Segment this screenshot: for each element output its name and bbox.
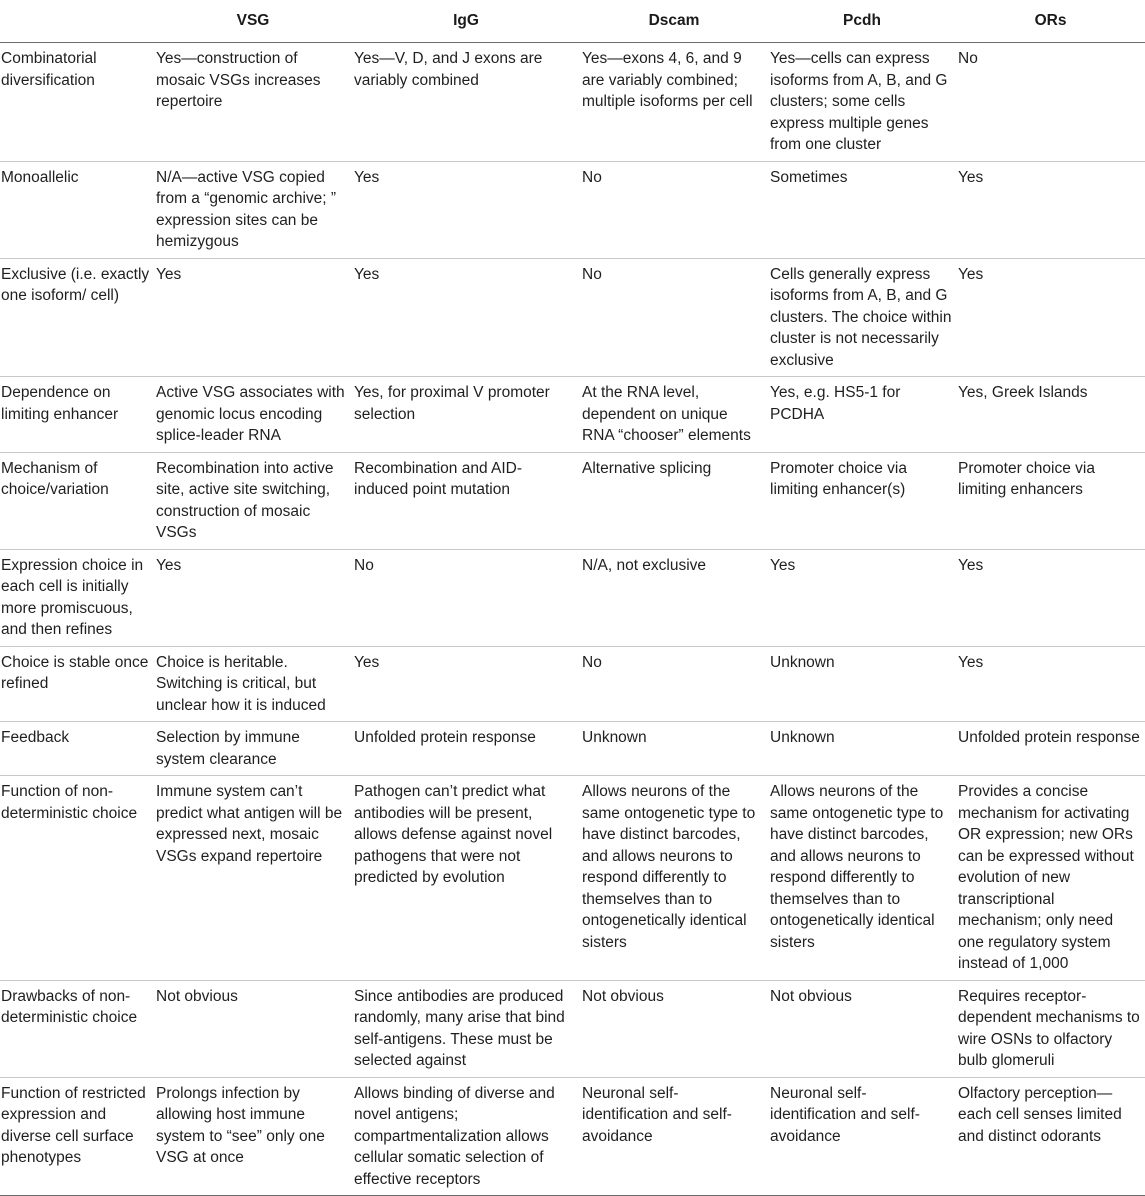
table-cell: Yes, Greek Islands — [956, 377, 1145, 453]
header-cell-pcdh: Pcdh — [768, 0, 956, 43]
row-header-cell: Monoallelic — [0, 161, 154, 258]
table-row — [0, 161, 1145, 258]
table-row — [0, 43, 1145, 162]
table-cell: Promoter choice via limiting enhancers — [956, 452, 1145, 549]
row-header-cell: Mechanism of choice/variation — [0, 452, 154, 549]
table-cell: Yes — [154, 258, 352, 377]
table-cell: Yes—construction of mosaic VSGs increases repertoire — [154, 43, 352, 162]
row-header-cell: Drawbacks of non-deterministic choice — [0, 980, 154, 1077]
table-cell: Unfolded protein response — [352, 722, 580, 776]
table-cell: No — [580, 258, 768, 377]
row-header-cell: Feedback — [0, 722, 154, 776]
header-cell-dscam: Dscam — [580, 0, 768, 43]
header-cell-igg: IgG — [352, 0, 580, 43]
table-cell: Recombination and AID-induced point mutation — [352, 452, 580, 549]
table-cell: Neuronal self-identification and self-avoidance — [768, 1077, 956, 1196]
table-row — [0, 722, 1145, 776]
table-cell: Allows binding of diverse and novel antigens; compartmentalization allows cellular somatic selection of effective receptors — [352, 1077, 580, 1196]
table-cell: Selection by immune system clearance — [154, 722, 352, 776]
table-row — [0, 549, 1145, 646]
table-row — [0, 646, 1145, 722]
table-cell: No — [352, 549, 580, 646]
table-cell: Yes — [352, 161, 580, 258]
table-cell: Yes — [154, 549, 352, 646]
table-cell: Yes — [352, 646, 580, 722]
table-cell: Olfactory perception—each cell senses limited and distinct odorants — [956, 1077, 1145, 1196]
table-cell: No — [956, 43, 1145, 162]
table-cell: Immune system can’t predict what antigen will be expressed next, mosaic VSGs expand repertoire — [154, 776, 352, 981]
table-cell: Allows neurons of the same ontogenetic type to have distinct barcodes, and allows neurons to respond differently to themselves than to ontogenetically identical sisters — [768, 776, 956, 981]
table-cell: Not obvious — [154, 980, 352, 1077]
table-cell: Unknown — [768, 722, 956, 776]
table-cell: Sometimes — [768, 161, 956, 258]
table-row — [0, 377, 1145, 453]
table-cell: Prolongs infection by allowing host immune system to “see” only one VSG at once — [154, 1077, 352, 1196]
table-cell: Recombination into active site, active site switching, construction of mosaic VSGs — [154, 452, 352, 549]
header-cell-empty — [0, 0, 154, 43]
header-cell-ors: ORs — [956, 0, 1145, 43]
table-cell: Active VSG associates with genomic locus encoding splice-leader RNA — [154, 377, 352, 453]
table-cell: Pathogen can’t predict what antibodies will be present, allows defense against novel pathogens that were not predicted by evolution — [352, 776, 580, 981]
table-header — [0, 0, 1145, 43]
table-row — [0, 452, 1145, 549]
table-row — [0, 1077, 1145, 1196]
table-cell: Not obvious — [768, 980, 956, 1077]
header-cell-vsg: VSG — [154, 0, 352, 43]
row-header-cell: Function of non-deterministic choice — [0, 776, 154, 981]
table-cell: Not obvious — [580, 980, 768, 1077]
table-cell: Yes—cells can express isoforms from A, B, and G clusters; some cells express multiple genes from one cluster — [768, 43, 956, 162]
table-cell: N/A, not exclusive — [580, 549, 768, 646]
row-header-cell: Exclusive (i.e. exactly one isoform/ cell) — [0, 258, 154, 377]
table-body — [0, 43, 1145, 1196]
header-row — [0, 0, 1145, 43]
table-cell: Alternative splicing — [580, 452, 768, 549]
row-header-cell: Combinatorial diversification — [0, 43, 154, 162]
table-cell: No — [580, 646, 768, 722]
table-cell: Since antibodies are produced randomly, many arise that bind self-antigens. These must be selected against — [352, 980, 580, 1077]
table-cell: Yes — [956, 549, 1145, 646]
table-cell: Yes — [956, 646, 1145, 722]
table-cell: Cells generally express isoforms from A, B, and G clusters. The choice within cluster is not necessarily exclusive — [768, 258, 956, 377]
table-cell: Yes — [956, 161, 1145, 258]
table-cell: Yes — [352, 258, 580, 377]
table-cell: Yes—exons 4, 6, and 9 are variably combined; multiple isoforms per cell — [580, 43, 768, 162]
table-cell: Yes — [956, 258, 1145, 377]
table-cell: Yes, e.g. HS5-1 for PCDHA — [768, 377, 956, 453]
table-cell: Promoter choice via limiting enhancer(s) — [768, 452, 956, 549]
table-cell: N/A—active VSG copied from a “genomic archive; ” expression sites can be hemizygous — [154, 161, 352, 258]
table-row — [0, 776, 1145, 981]
row-header-cell: Function of restricted expression and diverse cell surface phenotypes — [0, 1077, 154, 1196]
table-row — [0, 258, 1145, 377]
row-header-cell: Expression choice in each cell is initially more promiscuous, and then refines — [0, 549, 154, 646]
table-cell: At the RNA level, dependent on unique RNA “chooser” elements — [580, 377, 768, 453]
table-cell: Neuronal self-identification and self-avoidance — [580, 1077, 768, 1196]
table-cell: Unfolded protein response — [956, 722, 1145, 776]
table-cell: Yes—V, D, and J exons are variably combined — [352, 43, 580, 162]
table-cell: Yes, for proximal V promoter selection — [352, 377, 580, 453]
table-cell: Choice is heritable. Switching is critical, but unclear how it is induced — [154, 646, 352, 722]
table-cell: Allows neurons of the same ontogenetic type to have distinct barcodes, and allows neurons to respond differently to themselves than to ontogenetically identical sisters — [580, 776, 768, 981]
row-header-cell: Choice is stable once refined — [0, 646, 154, 722]
table-cell: Unknown — [580, 722, 768, 776]
row-header-cell: Dependence on limiting enhancer — [0, 377, 154, 453]
table-row — [0, 980, 1145, 1077]
table-cell: No — [580, 161, 768, 258]
table-cell: Yes — [768, 549, 956, 646]
table-cell: Unknown — [768, 646, 956, 722]
table-cell: Provides a concise mechanism for activating OR expression; new ORs can be expressed without evolution of new transcriptional mechanism; only need one regulatory system instead of 1,000 — [956, 776, 1145, 981]
table-cell: Requires receptor-dependent mechanisms to wire OSNs to olfactory bulb glomeruli — [956, 980, 1145, 1077]
